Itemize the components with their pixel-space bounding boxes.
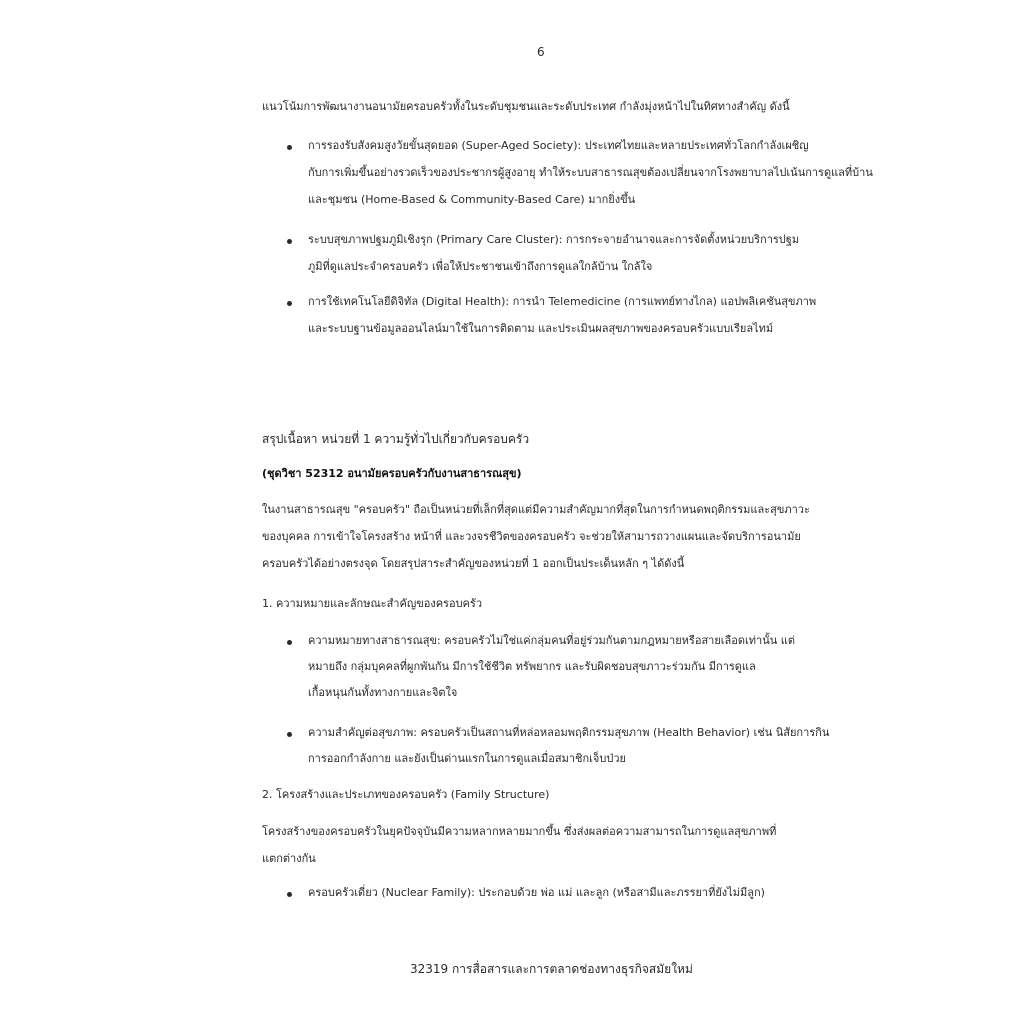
bullet-icon xyxy=(287,239,292,244)
section-1-item-1-line-1: ความหมายทางสาธารณสุข: ครอบครัวไม่ใช่แค่กลุ่มคนที่อยู่ร่วมกันตามกฎหมายหรือสายเลือดเท่านั้น แต่ xyxy=(308,634,795,647)
trend-2-line-2: ภูมิที่ดูแลประจำครอบครัว เพื่อให้ประชาชนเข้าถึงการดูแลใกล้บ้าน ใกล้ใจ xyxy=(308,260,653,273)
trend-1-line-3: และชุมชน (Home-Based & Community-Based Care) มากยิ่งขึ้น xyxy=(308,193,636,206)
summary-intro-line-1: ในงานสาธารณสุข "ครอบครัว" ถือเป็นหน่วยที่เล็กที่สุดแต่มีความสำคัญมากที่สุดในการกำหนดพฤติกรรมและสุขภาวะ xyxy=(262,503,810,516)
section-2-title: 2. โครงสร้างและประเภทของครอบครัว (Family Structure) xyxy=(262,788,550,801)
section-1-item-1-line-2: หมายถึง กลุ่มบุคคลที่ผูกพันกัน มีการใช้ชีวิต ทรัพยากร และรับผิดชอบสุขภาวะร่วมกัน มีการดูแล xyxy=(308,660,756,673)
bullet-icon xyxy=(287,145,292,150)
section-2-intro-line-2: แตกต่างกัน xyxy=(262,852,316,865)
trend-3-line-2: และระบบฐานข้อมูลออนไลน์มาใช้ในการติดตาม และประเมินผลสุขภาพของครอบครัวแบบเรียลไทม์ xyxy=(308,322,774,335)
section-1-item-2-line-2: การออกกำลังกาย และยังเป็นด่านแรกในการดูแลเมื่อสมาชิกเจ็บป่วย xyxy=(308,752,626,765)
section-2-intro-line-1: โครงสร้างของครอบครัวในยุคปัจจุบันมีความหลากหลายมากขึ้น ซึ่งส่งผลต่อความสามารถในการดูแลสุขภาพที่ xyxy=(262,825,777,838)
summary-title: สรุปเนื้อหา หน่วยที่ 1 ความรู้ทั่วไปเกี่ยวกับครอบครัว xyxy=(262,432,530,446)
bullet-icon xyxy=(287,301,292,306)
section-1-item-1-line-3: เกื้อหนุนกันทั้งทางกายและจิตใจ xyxy=(308,686,458,699)
section-2-item-1-line-1: ครอบครัวเดี่ยว (Nuclear Family): ประกอบด้วย พ่อ แม่ และลูก (หรือสามีและภรรยาที่ยังไม่มีลูก) xyxy=(308,886,765,899)
bullet-icon xyxy=(287,732,292,737)
section-1-item-2-line-1: ความสำคัญต่อสุขภาพ: ครอบครัวเป็นสถานที่หล่อหลอมพฤติกรรมสุขภาพ (Health Behavior) เช่น นิสัยการกิน xyxy=(308,726,830,739)
trend-2-line-1: ระบบสุขภาพปฐมภูมิเชิงรุก (Primary Care Cluster): การกระจายอำนาจและการจัดตั้งหน่วยบริการปฐม xyxy=(308,233,800,246)
bullet-icon xyxy=(287,640,292,645)
course-line: (ชุดวิชา 52312 อนามัยครอบครัวกับงานสาธารณสุข) xyxy=(262,467,522,480)
intro-line: แนวโน้มการพัฒนางานอนามัยครอบครัวทั้งในระดับชุมชนและระดับประเทศ กำลังมุ่งหน้าไปในทิศทางสำคัญ ดังนี้ xyxy=(262,100,790,113)
summary-intro-line-3: ครอบครัวได้อย่างตรงจุด โดยสรุปสาระสำคัญของหน่วยที่ 1 ออกเป็นประเด็นหลัก ๆ ได้ดังนี้ xyxy=(262,557,685,570)
page-footer: 32319 การสื่อสารและการตลาดช่องทางธุรกิจสมัยใหม่ xyxy=(410,962,693,976)
trend-3-line-1: การใช้เทคโนโลยีดิจิทัล (Digital Health): การนำ Telemedicine (การแพทย์ทางไกล) แอปพลิเคชันสุขภาพ xyxy=(308,295,817,308)
trend-1-line-1: การรองรับสังคมสูงวัยขั้นสุดยอด (Super-Aged Society): ประเทศไทยและหลายประเทศทั่วโลกกำลังเผชิญ xyxy=(308,139,809,152)
trend-1-line-2: กับการเพิ่มขึ้นอย่างรวดเร็วของประชากรผู้สูงอายุ ทำให้ระบบสาธารณสุขต้องเปลี่ยนจากโรงพยาบาลไปเน้นการดูแลที่บ้าน xyxy=(308,166,873,179)
bullet-icon xyxy=(287,892,292,897)
page-number: 6 xyxy=(537,45,545,59)
section-1-title: 1. ความหมายและลักษณะสำคัญของครอบครัว xyxy=(262,597,482,610)
summary-intro-line-2: ของบุคคล การเข้าใจโครงสร้าง หน้าที่ และวงจรชีวิตของครอบครัว จะช่วยให้สามารถวางแผนและจัดบริการอนามัย xyxy=(262,530,801,543)
